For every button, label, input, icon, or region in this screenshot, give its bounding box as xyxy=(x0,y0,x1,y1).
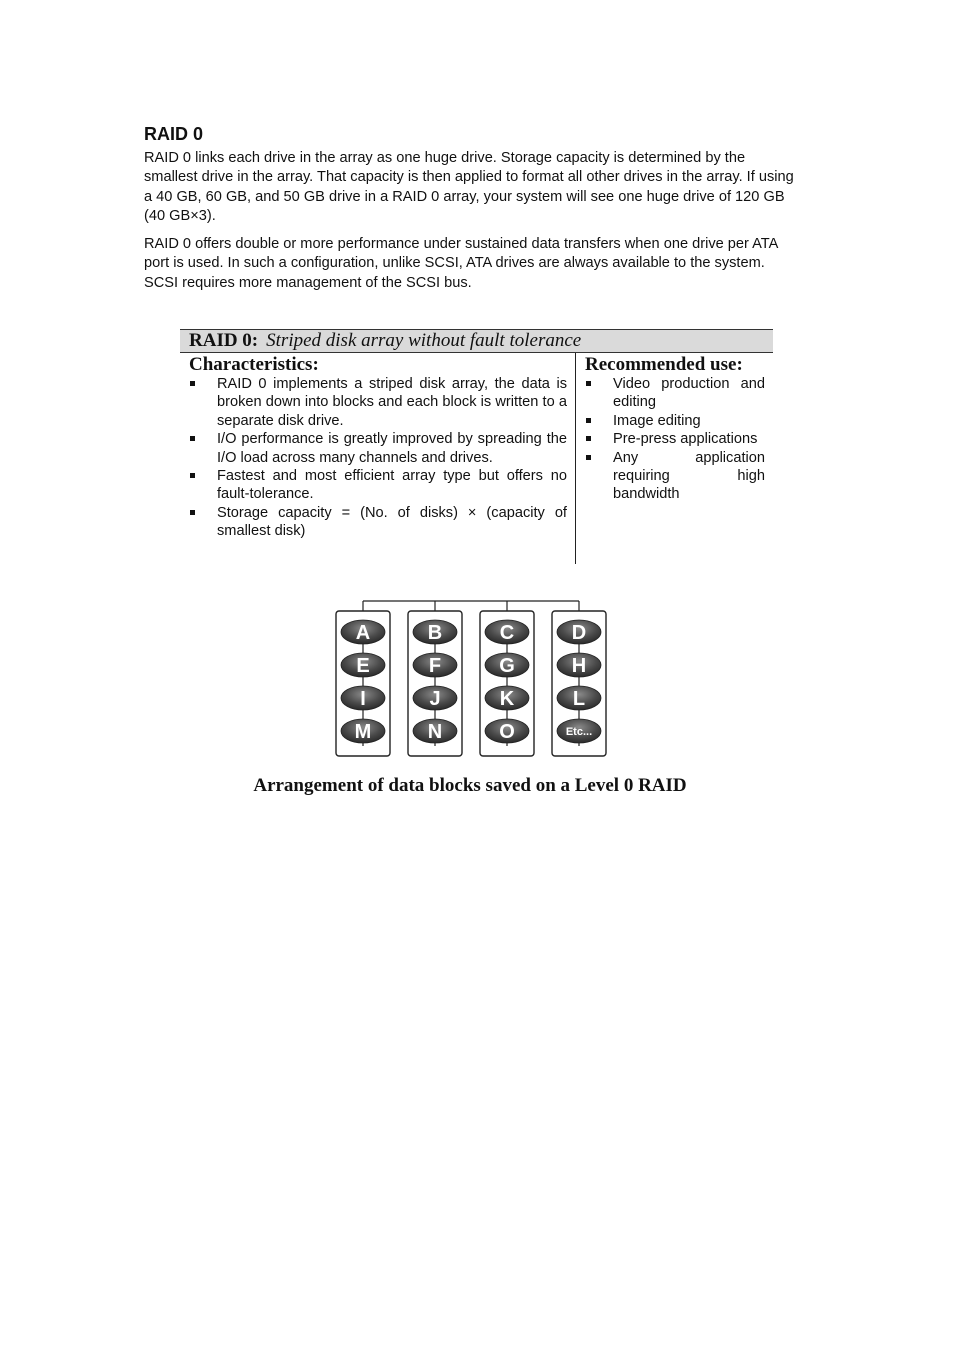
characteristics-column xyxy=(180,353,576,564)
data-block-label: N xyxy=(427,721,443,743)
characteristics-heading: Characteristics: xyxy=(189,354,319,375)
data-block-label: J xyxy=(429,688,441,710)
data-block-label: B xyxy=(427,622,443,644)
data-block-label: E xyxy=(356,655,370,677)
table-header-subtitle: Striped disk array without fault tolerance xyxy=(266,330,582,351)
data-block-label: C xyxy=(499,622,515,644)
section-title: RAID 0 xyxy=(144,124,204,144)
characteristic-item: I/O performance is greatly improved by spreading the I/O load across many channels and drives. xyxy=(217,431,567,466)
data-block-label: M xyxy=(354,721,372,743)
recommended-use-column xyxy=(576,353,773,504)
data-block-label: L xyxy=(572,688,586,710)
data-block-label: D xyxy=(571,622,587,644)
data-block-label: I xyxy=(360,688,366,710)
recommended-item: Video production and editing xyxy=(613,376,765,411)
intro-paragraph: RAID 0 links each drive in the array as one huge drive. Storage capacity is determined by the smallest drive in the array. That capacity is then applied to format all other drives in the array. If using a 40 GB, 60 GB, and 50 GB drive in a RAID 0 array, your system will see one huge drive of 120 GB (40 GB×3). xyxy=(144,150,794,224)
table-header-label: RAID 0: xyxy=(189,330,259,351)
data-block-label: K xyxy=(499,688,515,710)
data-block-label: H xyxy=(571,655,587,677)
data-block-label: Etc... xyxy=(565,726,593,738)
characteristic-item: Storage capacity = (No. of disks) × (capacity of smallest disk) xyxy=(217,504,567,540)
characteristic-item: Fastest and most efficient array type but offers no fault-tolerance. xyxy=(217,468,567,503)
raid0-striping-diagram xyxy=(320,596,620,766)
diagram-caption: Arrangement of data blocks saved on a Level 0 RAID xyxy=(253,775,687,796)
data-block-label: F xyxy=(428,655,442,677)
recommended-item: Any application requiring high bandwidth xyxy=(613,449,765,503)
data-block-label: O xyxy=(499,721,515,743)
recommended-item: Image editing xyxy=(613,412,765,430)
raid0-summary-table xyxy=(180,329,773,564)
table-header xyxy=(180,329,773,353)
data-block-label: G xyxy=(499,655,515,677)
characteristic-item: RAID 0 implements a striped disk array, the data is broken down into blocks and each block is written to a separate disk drive. xyxy=(217,376,567,429)
performance-paragraph: RAID 0 offers double or more performance under sustained data transfers when one drive per ATA port is used. In such a configuration, unlike SCSI, ATA drives are always available to the system. SCSI requires more management of the SCSI bus. xyxy=(144,236,778,291)
recommended-heading: Recommended use: xyxy=(585,354,743,375)
data-block-label: A xyxy=(355,622,371,644)
recommended-item: Pre-press applications xyxy=(613,430,765,448)
